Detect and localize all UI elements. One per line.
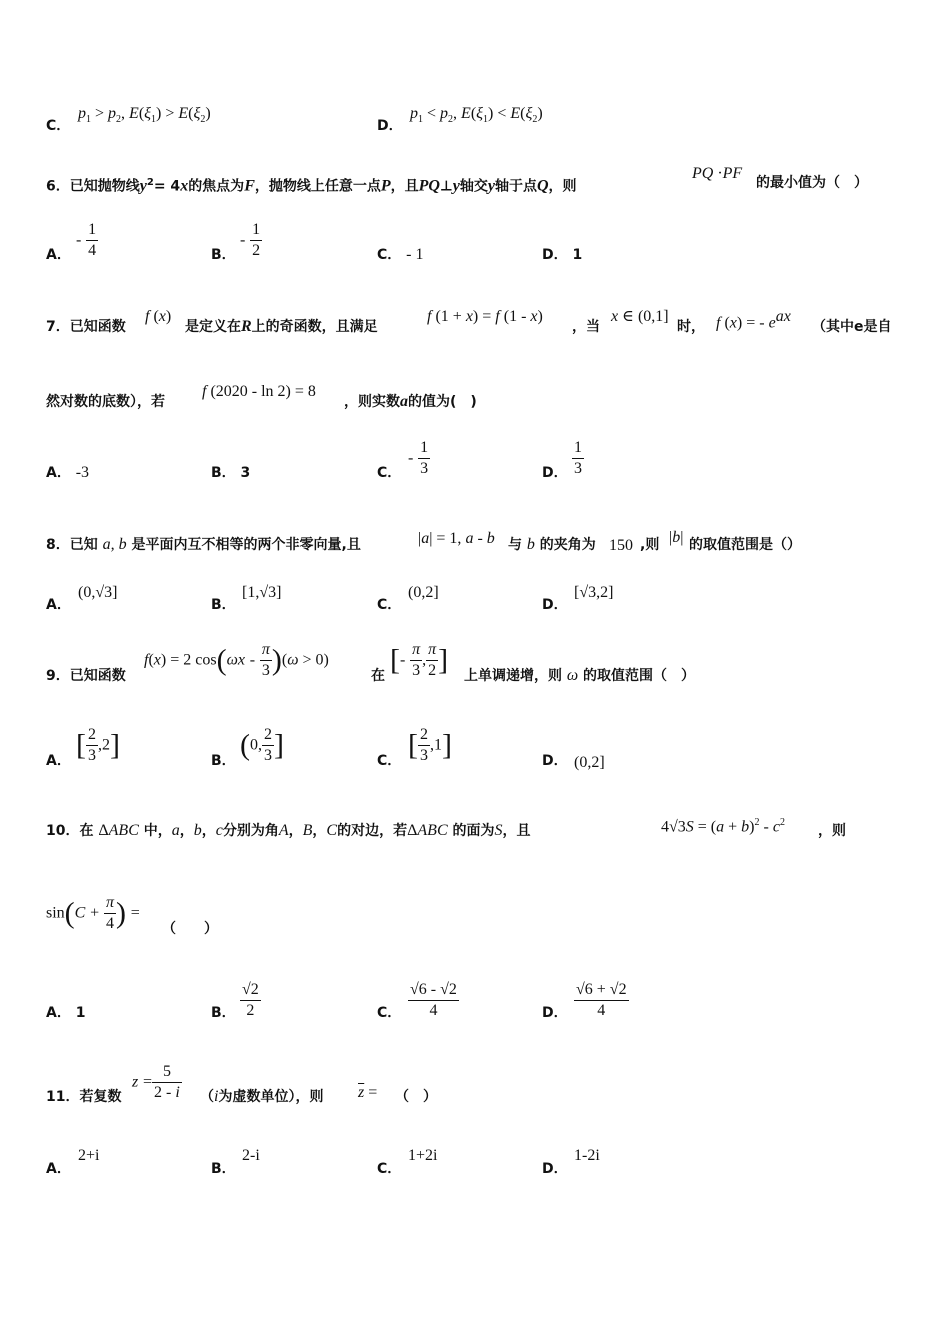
q10-stem: 10．在 ΔABC 中，a，b，c分别为角A，B，C的对边，若ΔABC 的面为S，且	[46, 822, 531, 839]
q11-option-b: B．	[211, 1161, 236, 1177]
q7-option-d: D．	[542, 465, 568, 481]
q8-option-b: B．	[211, 597, 236, 613]
q8-option-b-value: [1,√3]	[242, 584, 282, 601]
q7-def: f (x) = - $e^{ax}$	[716, 308, 791, 332]
q11-option-d-value: 1-2i	[574, 1147, 600, 1164]
q7-option-d-value: $\frac{1}{3}$	[574, 439, 582, 477]
q9-option-d-value: (0,2]	[574, 754, 605, 771]
q8-option-c-value: (0,2]	[408, 584, 439, 601]
q11-option-a-value: 2+i	[78, 1147, 100, 1164]
q8-condition: |a| = 1, a - b	[418, 530, 495, 547]
q9-interval: [- $\frac{\pi}{3}$ , $\frac{\pi}{2}$ ]	[390, 641, 449, 679]
q7-option-c-value: - $\frac{1}{3}$	[408, 439, 429, 477]
q11-option-c-value: 1+2i	[408, 1147, 438, 1164]
q9-stem: 9．已知函数	[46, 668, 126, 684]
q11-stem-3: （ ）	[395, 1089, 437, 1105]
q6-option-b: B．	[211, 247, 236, 263]
q11-zbar: $\overline{z}$ =	[358, 1084, 378, 1101]
q7-stem: 7．已知函数	[46, 319, 126, 335]
q6-option-d: D． 1	[542, 247, 583, 263]
q10-option-c-value: $\frac{√6 - √2}{4}$	[410, 981, 457, 1019]
q10-option-c: C．	[377, 1005, 402, 1021]
q9-stem-3: 上单调递增，则 ω 的取值范围（ ）	[464, 667, 696, 684]
q9-option-c: C．	[377, 753, 402, 769]
q7-stem-3: ，当	[572, 319, 600, 335]
q7-interval: x ∈ (0,1]	[611, 308, 669, 325]
q5-option-d-expr: $p_1 < p_2$, $E(\xi_1) < E(\xi_2)$	[410, 105, 543, 126]
q10-option-a: A． 1	[46, 1005, 86, 1021]
q10-option-b: B．	[211, 1005, 236, 1021]
q9-stem-2: 在	[371, 668, 385, 684]
q5-option-c: C．	[46, 118, 71, 134]
q6-option-a-value: - $\frac{1}{4}$	[76, 221, 97, 259]
q8-option-a-value: (0,√3]	[78, 584, 118, 601]
q8-option-d: D．	[542, 597, 568, 613]
q9-option-b: B．	[211, 753, 236, 769]
q6-option-a: A．	[46, 247, 71, 263]
q6-option-b-value: - $\frac{1}{2}$	[240, 221, 261, 259]
q10-expression: sin(C + $\frac{\pi}{4}$ ) =	[46, 894, 140, 932]
q7-stem-line2b: ，则实数a的值为( )	[344, 393, 477, 410]
q8-stem: 8．已知 a, b 是平面内互不相等的两个非零向量,且	[46, 536, 361, 553]
q8-angle: 150	[609, 537, 633, 554]
q10-stem-line2: （ ）	[162, 921, 218, 937]
q7-option-b: B． 3	[211, 465, 251, 481]
q11-stem-2: （i为虚数单位），则	[200, 1088, 324, 1105]
q8-stem-4: 的取值范围是（）	[689, 537, 801, 553]
q11-option-b-value: 2-i	[242, 1147, 260, 1164]
q7-stem-5: （其中e是自	[812, 319, 892, 335]
q9-option-a-value: [ $\frac{2}{3}$ ,2]	[76, 726, 120, 764]
q9-option-d: D．	[542, 753, 568, 769]
q6-option-c: C． - 1	[377, 246, 424, 263]
q11-stem: 11．若复数	[46, 1089, 122, 1105]
q7-stem-2: 是定义在R上的奇函数，且满足	[185, 318, 378, 335]
q8-stem-2: 与 b 的夹角为	[508, 536, 596, 553]
q9-function: f(x) = 2 cos(ωx - $\frac{\pi}{3}$ )(ω > 0)	[144, 641, 329, 679]
q9-option-c-value: [ $\frac{2}{3}$ ,1]	[408, 726, 452, 764]
q8-option-a: A．	[46, 597, 71, 613]
q6-stem: 6．已知抛物线$y^2= 4x$的焦点为F，抛物线上任意一点P，且PQ⊥y轴交y轴于点Q，则	[46, 177, 577, 195]
q6-stem-end: 的最小值为（ ）	[756, 175, 868, 191]
q5-option-c-expr: $p_1 > p_2$, $E(\xi_1) > E(\xi_2)$	[78, 105, 211, 126]
q7-option-c: C．	[377, 465, 402, 481]
q8-norm-b: |b|	[669, 529, 684, 546]
q11-option-c: C．	[377, 1161, 402, 1177]
q10-option-d-value: $\frac{√6 + √2}{4}$	[576, 981, 627, 1019]
q7-option-a: A． -3	[46, 464, 90, 481]
q8-option-d-value: [√3,2]	[574, 584, 614, 601]
q7-stem-line2: 然对数的底数），若	[46, 394, 165, 410]
q10-condition: $4√3S = (a + b)^2 - c^2$	[661, 817, 785, 836]
q9-option-b-value: (0, $\frac{2}{3}$ ]	[240, 726, 284, 764]
q11-option-a: A．	[46, 1161, 71, 1177]
q9-option-a: A．	[46, 753, 71, 769]
q11-z-def: z = $\frac{5}{2 - i}$	[132, 1063, 180, 1101]
q8-option-c: C．	[377, 597, 402, 613]
q10-option-b-value: $\frac{√2}{2}$	[242, 981, 259, 1019]
q7-condition: f (2020 - ln 2) = 8	[202, 383, 316, 400]
q10-option-d: D．	[542, 1005, 568, 1021]
q8-stem-3: ,则	[640, 537, 660, 553]
q6-vector-expr: PQ ·PF	[692, 165, 743, 182]
q7-symmetry: f (1 + x) = f (1 - x)	[427, 308, 543, 325]
q7-fx: f (x)	[145, 308, 172, 325]
q7-stem-4: 时，	[677, 319, 705, 335]
q5-option-d: D．	[377, 118, 403, 134]
q10-stem-end: ，则	[818, 823, 846, 839]
q11-option-d: D．	[542, 1161, 568, 1177]
